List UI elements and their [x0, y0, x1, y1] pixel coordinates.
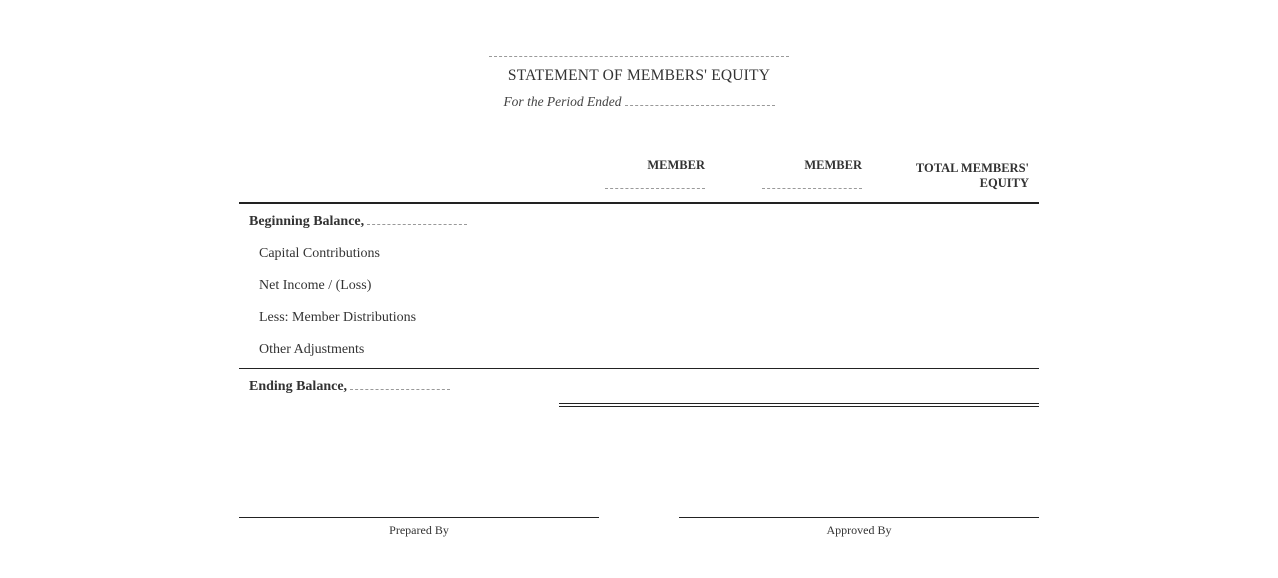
period-date-blank — [625, 94, 775, 106]
net-income-label: Net Income / (Loss) — [259, 278, 372, 293]
total-header-line-1: TOTAL MEMBERS' — [915, 161, 1029, 175]
other-adjustments-label: Other Adjustments — [259, 342, 365, 357]
member-2-name-blank — [762, 188, 862, 189]
member-1-column-header: MEMBER — [647, 158, 705, 172]
beginning-balance-row — [249, 214, 467, 230]
prepared-by-signature-line — [239, 517, 599, 518]
beginning-balance-label: Beginning Balance, — [249, 214, 365, 229]
member-1-name-blank — [605, 188, 705, 189]
period-label: For the Period Ended — [503, 94, 622, 109]
company-name-blank — [489, 56, 789, 57]
ending-date-blank — [350, 379, 450, 390]
header-divider — [239, 202, 1039, 204]
statement-title: STATEMENT OF MEMBERS' EQUITY — [507, 67, 771, 84]
approved-by-signature-line — [679, 517, 1039, 518]
beginning-date-blank — [367, 214, 467, 225]
total-double-underline — [559, 403, 1039, 407]
period-line — [389, 94, 889, 110]
member-2-column-header: MEMBER — [804, 158, 862, 172]
ending-balance-row — [249, 379, 450, 395]
approved-by-label: Approved By — [826, 523, 892, 537]
capital-contributions-label: Capital Contributions — [259, 246, 380, 261]
member-distributions-label: Less: Member Distributions — [259, 310, 417, 325]
total-equity-column-header — [874, 161, 1029, 191]
subtotal-divider — [239, 368, 1039, 369]
total-header-line-2: EQUITY — [979, 176, 1029, 190]
ending-balance-label: Ending Balance, — [249, 379, 348, 394]
prepared-by-label: Prepared By — [389, 523, 449, 537]
